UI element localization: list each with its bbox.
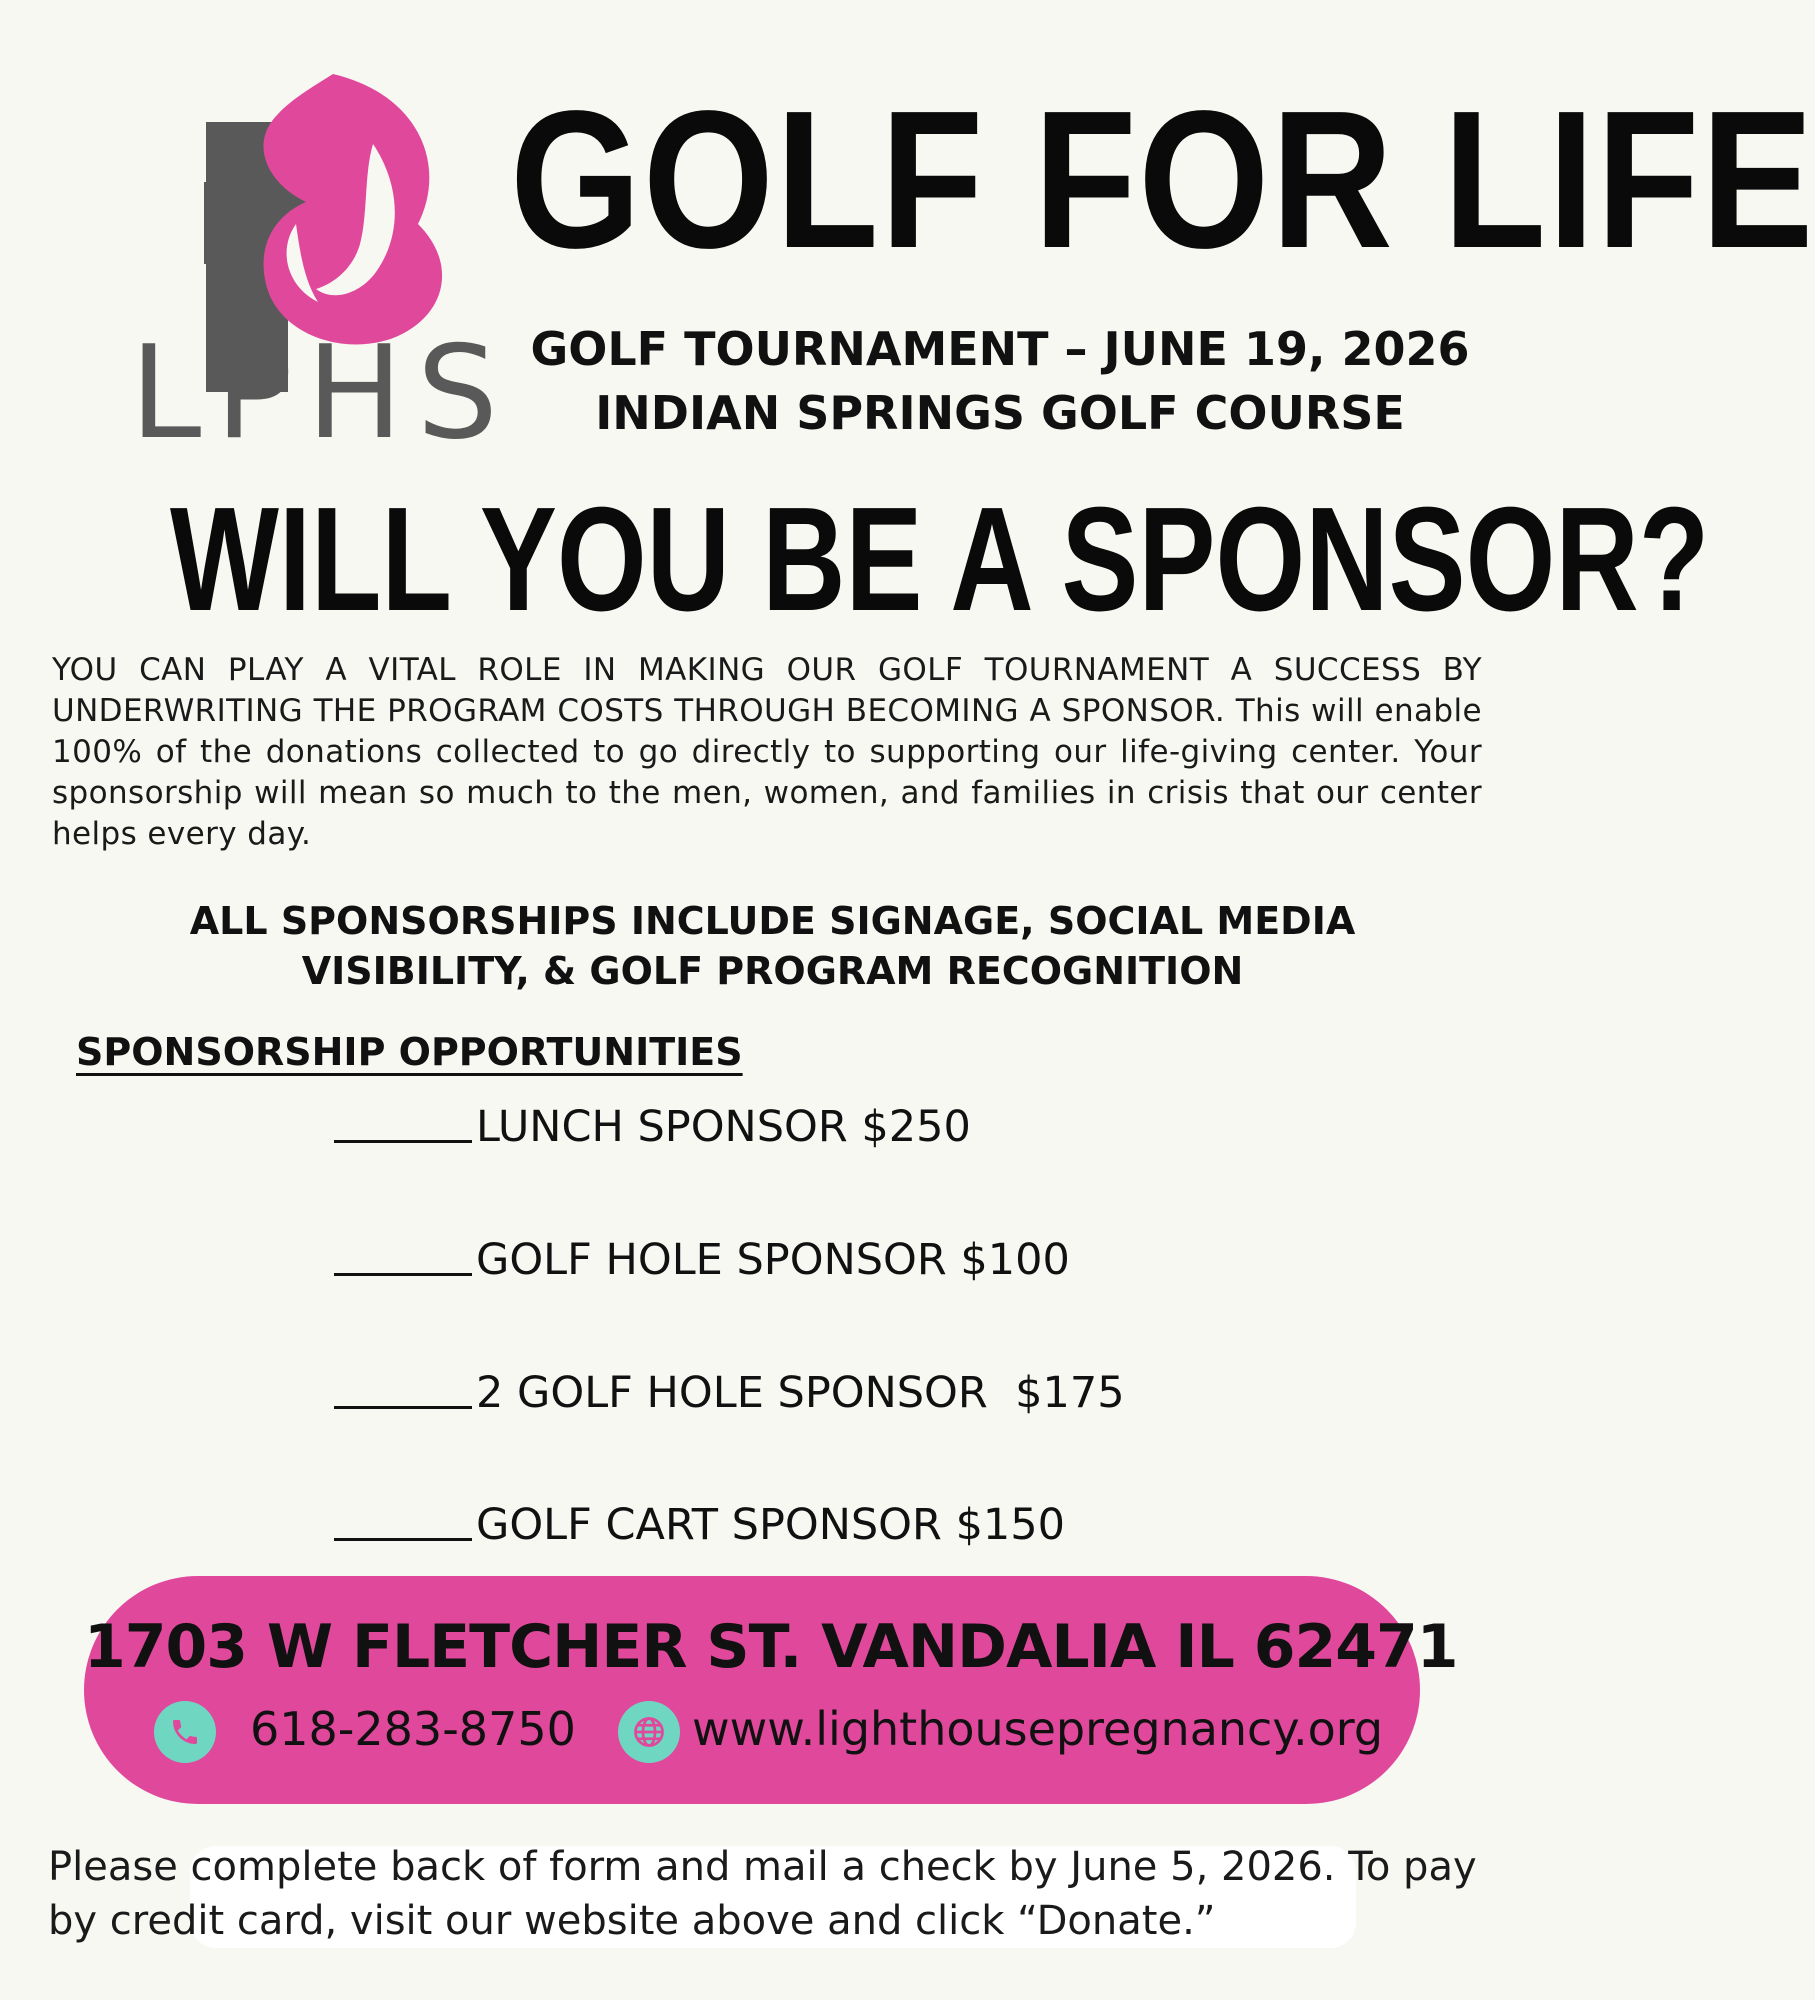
- sponsorship-includes-note: [100, 896, 1445, 996]
- address-text: 1703 W FLETCHER ST. VANDALIA IL 62471: [84, 1612, 1458, 1682]
- intro-paragraph: YOU CAN PLAY A VITAL ROLE IN MAKING OUR GOLF TOURNAMENT A SUCCESS BY UNDERWRITING THE PROGRAM COSTS THROUGH BECOMING A SPONSOR. This will enable 100% of the donations collected to go directly to supporting our life-giving center. Your sponsorship will mean so much to the men, women, and families in crisis that our center helps every day.: [52, 652, 1482, 852]
- option-label: 2 GOLF HOLE SPONSOR $175: [476, 1368, 1125, 1418]
- includes-line-1: ALL SPONSORSHIPS INCLUDE SIGNAGE, SOCIAL MEDIA: [189, 899, 1356, 943]
- checkbox-blank-line[interactable]: [334, 1139, 472, 1143]
- phone-icon: [154, 1701, 216, 1763]
- includes-line-2: VISIBILITY, & GOLF PROGRAM RECOGNITION: [301, 949, 1244, 993]
- event-title: GOLF FOR LIFE: [510, 70, 1815, 289]
- sponsor-question-heading: WILL YOU BE A SPONSOR?: [169, 477, 1710, 642]
- website-link[interactable]: www.lighthousepregnancy.org: [692, 1702, 1384, 1756]
- contact-banner: [84, 1576, 1458, 1804]
- globe-icon: [618, 1701, 680, 1763]
- option-label: GOLF CART SPONSOR $150: [476, 1500, 1066, 1550]
- option-label: GOLF HOLE SPONSOR $100: [476, 1235, 1070, 1285]
- sponsorship-option[interactable]: [334, 1235, 1070, 1285]
- sponsorship-option[interactable]: [334, 1102, 971, 1152]
- event-date-line: GOLF TOURNAMENT – JUNE 19, 2026: [530, 322, 1470, 376]
- footer-instructions: Please complete back of form and mail a check by June 5, 2026. To pay by credit card, visit our website above and click “Donate.”: [48, 1844, 1477, 1944]
- event-venue-line: INDIAN SPRINGS GOLF COURSE: [595, 386, 1405, 440]
- logo-text: LPHS: [130, 319, 512, 468]
- sponsorship-option[interactable]: [334, 1500, 1065, 1550]
- option-label: LUNCH SPONSOR $250: [476, 1102, 971, 1152]
- phone-number[interactable]: 618-283-8750: [250, 1702, 576, 1756]
- checkbox-blank-line[interactable]: [334, 1405, 472, 1409]
- sponsorship-option[interactable]: [334, 1368, 1125, 1418]
- checkbox-blank-line[interactable]: [334, 1537, 472, 1541]
- checkbox-blank-line[interactable]: [334, 1272, 472, 1276]
- opportunities-heading: SPONSORSHIP OPPORTUNITIES: [76, 1030, 743, 1074]
